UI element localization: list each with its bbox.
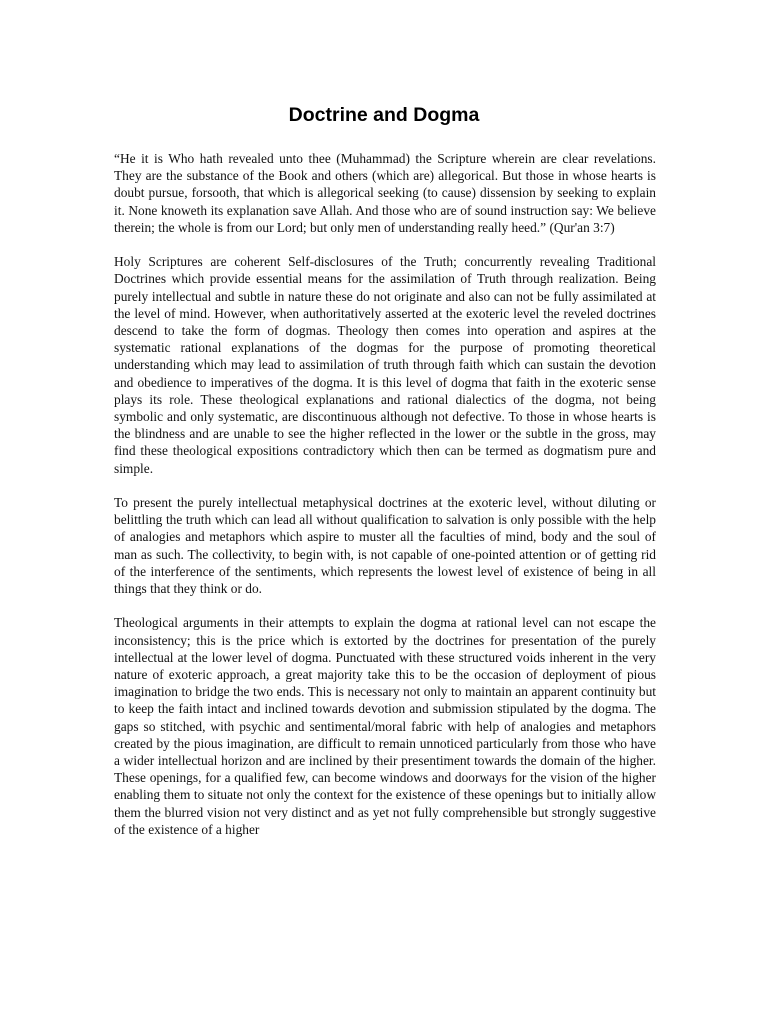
document-body: [114, 150, 656, 855]
paragraph-holy-scriptures: Holy Scriptures are coherent Self-disclosures of the Truth; concurrently revealing Traditional Doctrines which provide essential means for the assimilation of Truth through realization. Being purely intellectual and subtle in nature these do not originate and also can not be fully assimilated at the level of mind. However, when authoritatively asserted at the exoteric level the reveled doctrines descend to take the form of dogmas. Theology then comes into operation and aspires at the systematic rational explanations of the dogmas for the purpose of promoting theoretical understanding which may lead to assimilation of truth through faith which can sustain the devotion and obedience to imperatives of the dogma. It is this level of dogma that faith in the exoteric sense plays its role. These theological explanations and rational dialectics of the dogma, not being symbolic and only systematic, are discontinuous although not defective. To those in whose hearts is the blindness and are unable to see the higher reflected in the lower or the subtle in the gross, may find these theological expositions contradictory which then can be termed as dogmatism pure and simple.: [114, 254, 656, 476]
paragraph-theological-arguments: Theological arguments in their attempts to explain the dogma at rational level can not escape the inconsistency; this is the price which is extorted by the doctrines for presentation of the purely intellectual at the lower level of dogma. Punctuated with these structured voids inherent in the very nature of exoteric approach, a great majority take this to be the occasion of deployment of pious imagination to bridge the two ends. This is necessary not only to maintain an apparent continuity but to keep the faith intact and inclined towards devotion and submission stipulated by the dogma. The gaps so stitched, with psychic and sentimental/moral fabric with help of analogies and metaphors created by the pious imagination, are difficult to remain unnoticed particularly from those who have a wider intellectual horizon and are inclined by their presentiment towards the domain of the higher. These openings, for a qualified few, can become windows and doorways for the vision of the higher enabling them to situate not only the context for the existence of these openings but to initially allow them the blurred vision not very distinct and as yet not fully comprehensible but strongly suggestive of the existence of a higher: [114, 615, 656, 837]
paragraph-intellectual-doctrines: To present the purely intellectual metaphysical doctrines at the exoteric level, without diluting or belittling the truth which can lead all without qualification to salvation is only possible with the help of analogies and metaphors which aspire to muster all the faculties of mind, body and the soul of man as such. The collectivity, to begin with, is not capable of one-pointed attention or of getting rid of the interference of the sentiments, which represents the lowest level of existence of being in all things that they think or do.: [114, 495, 656, 597]
paragraph-quran-quote: “He it is Who hath revealed unto thee (Muhammad) the Scripture wherein are clear revelations. They are the substance of the Book and others (which are) allegorical. But those in whose hearts is doubt pursue, forsooth, that which is allegorical seeking (to cause) dissension by seeking to explain it. None knoweth its explanation save Allah. And those who are of sound instruction say: We believe therein; the whole is from our Lord; but only men of understanding really heed.” (Qur'an 3:7): [114, 151, 656, 235]
page-title: Doctrine and Dogma: [288, 104, 480, 126]
